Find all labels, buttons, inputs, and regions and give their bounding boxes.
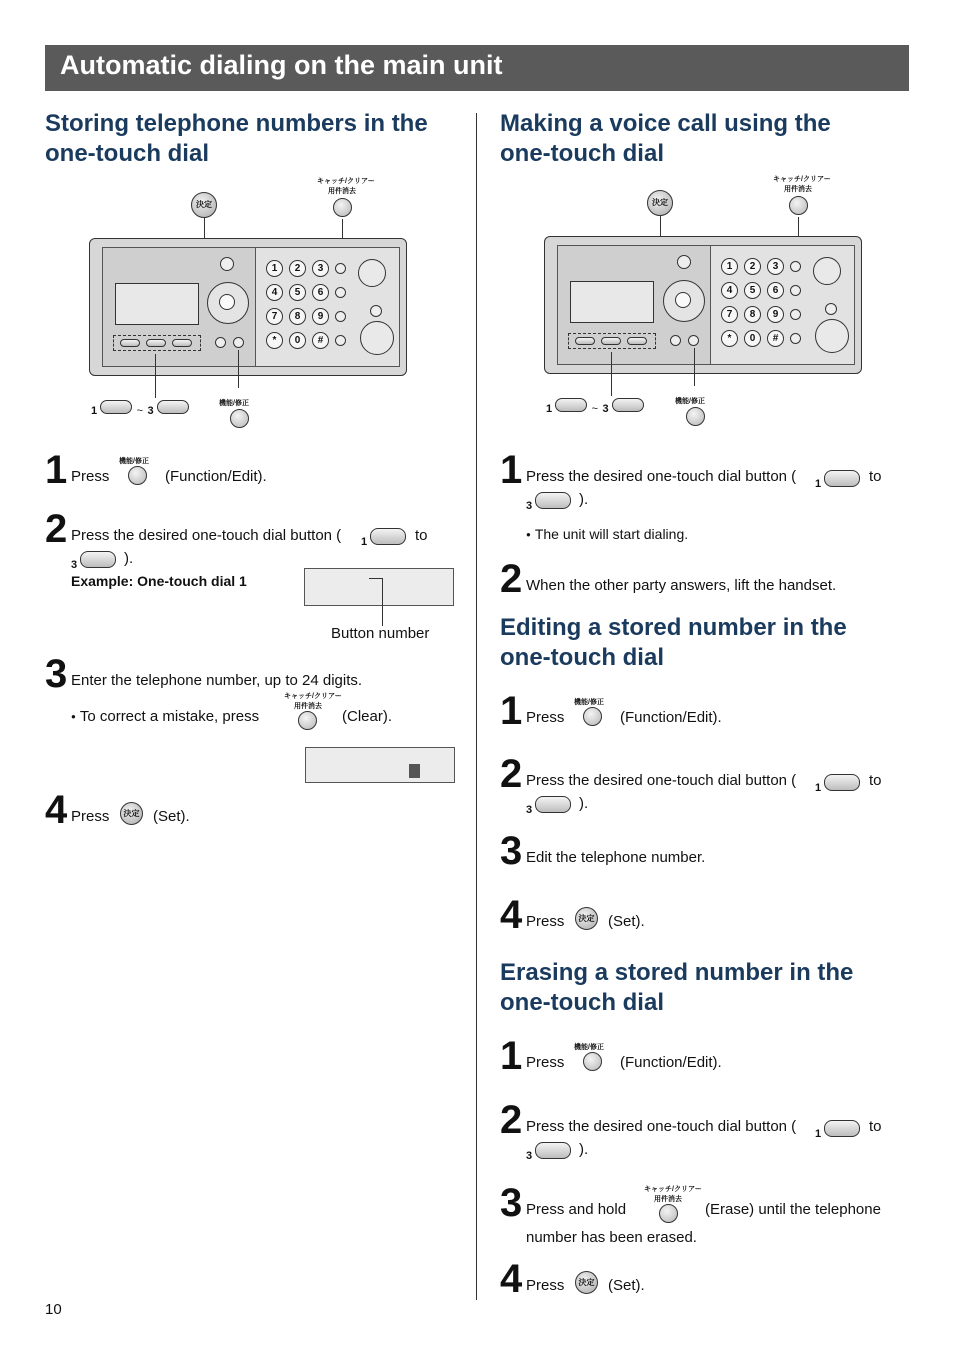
- keypad-side-button: [335, 311, 346, 322]
- keypad-side-button: [790, 285, 801, 296]
- speaker-button: [360, 321, 394, 355]
- key-label-line: キャッチ/クリアー: [284, 693, 342, 700]
- keypad-key: 8: [289, 308, 306, 325]
- function-edit-label: 機能/修正: [119, 458, 149, 465]
- step-text: Press the desired one-touch dial button (: [71, 527, 342, 544]
- step-text: (Set).: [153, 808, 190, 825]
- one-touch-pill: [824, 470, 860, 487]
- clear-key-label: [317, 176, 375, 196]
- keypad-side-button: [790, 333, 801, 344]
- step-text: Press: [526, 709, 565, 726]
- function-edit-label: 機能/修正: [574, 1044, 604, 1051]
- function-edit-icon: [583, 707, 602, 726]
- function-edit-button: [233, 337, 244, 348]
- step-text: Press the desired one-touch dial button (: [526, 772, 797, 789]
- step-number: 3: [500, 1181, 523, 1225]
- keypad-key: 6: [312, 284, 329, 301]
- step-text: ).: [124, 550, 134, 567]
- lcd-display-example: [304, 568, 454, 606]
- step-text: Press: [526, 1277, 565, 1294]
- step-text: to: [869, 772, 882, 789]
- keypad-key: #: [767, 330, 784, 347]
- one-touch-pill: [555, 398, 587, 412]
- one-touch-pill: [824, 774, 860, 791]
- range-tilde: ~: [136, 405, 144, 417]
- keypad-key: 0: [744, 330, 761, 347]
- page-title: Automatic dialing on the main unit: [60, 50, 503, 80]
- one-touch-group: [113, 335, 201, 351]
- step-text: (Function/Edit).: [620, 1054, 722, 1071]
- step-text: Edit the telephone number.: [526, 849, 706, 866]
- step-text: (Set).: [608, 913, 645, 930]
- section-heading-editing: [500, 613, 847, 673]
- step-number: 1: [500, 1034, 523, 1078]
- key-label-line: 用件消去: [294, 703, 322, 710]
- button-number: 1: [815, 478, 822, 490]
- step-text: to: [869, 468, 882, 485]
- step-text: When the other party answers, lift the handset.: [526, 577, 837, 594]
- keypad-key: 3: [767, 258, 784, 275]
- step-text: Press: [526, 913, 565, 930]
- one-touch-pill: [535, 492, 571, 509]
- handset-icon: [358, 259, 386, 287]
- heading-line: one-touch dial: [500, 140, 664, 167]
- keypad-key: 7: [266, 308, 283, 325]
- device-button: [670, 335, 681, 346]
- navigator-center: [219, 294, 235, 310]
- heading-line: Making a voice call using the: [500, 110, 831, 137]
- clear-key-callout: [789, 196, 808, 215]
- clear-key-icon: [659, 1204, 678, 1223]
- one-touch-pill: [80, 551, 116, 568]
- key-label-line: 用件消去: [328, 188, 356, 195]
- step-text: Press and hold: [526, 1201, 627, 1218]
- keypad: [721, 258, 811, 358]
- keypad-side-button: [335, 335, 346, 346]
- step-text: Enter the telephone number, up to 24 digits.: [71, 672, 363, 689]
- step-text: ).: [579, 1141, 589, 1158]
- key-label-line: キャッチ/クリアー: [773, 176, 831, 183]
- device-button: [370, 305, 382, 317]
- one-touch-pill: [824, 1120, 860, 1137]
- function-edit-icon: [128, 466, 147, 485]
- device-body: [89, 238, 407, 376]
- device-display: [115, 283, 199, 325]
- heading-line: one-touch dial: [45, 140, 209, 167]
- keypad-key: 8: [744, 306, 761, 323]
- keypad-key: 2: [289, 260, 306, 277]
- device-button: [677, 255, 691, 269]
- button-number: 1: [361, 536, 368, 548]
- keypad-key: 5: [289, 284, 306, 301]
- step-text: ).: [579, 491, 589, 508]
- lcd-display-cursor: [305, 747, 455, 783]
- one-touch-button-3: [71, 551, 116, 573]
- device-button: [215, 337, 226, 348]
- range-tilde: ~: [591, 403, 599, 415]
- one-touch-range-label: [546, 398, 644, 417]
- step-text: (Set).: [608, 1277, 645, 1294]
- one-touch-pill: [370, 528, 406, 545]
- keypad-key: 4: [266, 284, 283, 301]
- page-number: 10: [45, 1301, 62, 1318]
- step-number: 2: [500, 557, 523, 601]
- step-text: ).: [579, 795, 589, 812]
- clear-key-callout: [333, 198, 352, 217]
- function-edit-label: 機能/修正: [219, 400, 249, 407]
- bullet-text: ● To correct a mistake, press: [71, 708, 259, 725]
- speaker-button: [815, 319, 849, 353]
- example-label: Example: One-touch dial 1: [71, 573, 247, 589]
- one-touch-pill: [535, 796, 571, 813]
- step-number: 2: [500, 752, 523, 796]
- step-text: to: [415, 527, 428, 544]
- step-number: 4: [500, 1257, 523, 1301]
- one-touch-range-label: [91, 400, 189, 419]
- keypad-key: 1: [721, 258, 738, 275]
- function-edit-button: [688, 335, 699, 346]
- callout-line: [369, 578, 383, 579]
- one-touch-button-3: [526, 492, 571, 514]
- button-number-callout: Button number: [331, 625, 430, 642]
- step-text: to: [869, 1118, 882, 1135]
- keypad-key: 2: [744, 258, 761, 275]
- keypad-key: 7: [721, 306, 738, 323]
- callout-line: [694, 348, 695, 386]
- navigator-center: [675, 292, 691, 308]
- keypad-key: *: [721, 330, 738, 347]
- function-edit-callout: [230, 409, 249, 428]
- callout-line: [155, 354, 156, 398]
- function-edit-callout: [686, 407, 705, 426]
- step-text: number has been erased.: [526, 1229, 697, 1246]
- keypad-side-button: [790, 309, 801, 320]
- one-touch-button: [575, 337, 595, 345]
- device-illustration-voice-call: [540, 170, 870, 432]
- one-touch-group: [568, 333, 656, 349]
- keypad-key: 4: [721, 282, 738, 299]
- range-start-number: 1: [546, 403, 553, 415]
- step-text: (Function/Edit).: [165, 468, 267, 485]
- button-number: 3: [526, 804, 533, 816]
- heading-line: Editing a stored number in the: [500, 614, 847, 641]
- set-key-callout: 決定: [647, 190, 673, 216]
- callout-line: [611, 352, 612, 396]
- step-number: 4: [45, 788, 68, 832]
- button-number: 3: [526, 500, 533, 512]
- section-heading-voice-call: [500, 109, 831, 169]
- set-key-icon: 決定: [120, 802, 143, 825]
- heading-line: one-touch dial: [500, 644, 664, 671]
- keypad-side-button: [790, 261, 801, 272]
- range-end-number: 3: [147, 405, 154, 417]
- function-edit-label: 機能/修正: [574, 699, 604, 706]
- one-touch-pill: [535, 1142, 571, 1159]
- function-edit-icon: [583, 1052, 602, 1071]
- keypad-key: #: [312, 332, 329, 349]
- key-label-line: キャッチ/クリアー: [317, 178, 375, 185]
- keypad-key: 5: [744, 282, 761, 299]
- function-edit-label: 機能/修正: [675, 398, 705, 405]
- set-key-icon: 決定: [575, 907, 598, 930]
- cursor-block: [409, 764, 420, 778]
- step-number: 2: [45, 507, 68, 551]
- step-text: (Function/Edit).: [620, 709, 722, 726]
- heading-line: Erasing a stored number in the: [500, 959, 854, 986]
- keypad: [266, 260, 356, 360]
- handset-icon: [813, 257, 841, 285]
- one-touch-button: [146, 339, 166, 347]
- step-number: 2: [500, 1098, 523, 1142]
- step-number: 1: [500, 448, 523, 492]
- one-touch-button-3: [526, 1142, 571, 1164]
- clear-key-label: [284, 691, 342, 711]
- keypad-key: 9: [767, 306, 784, 323]
- one-touch-button: [120, 339, 140, 347]
- device-display: [570, 281, 654, 323]
- set-key-callout: 決定: [191, 192, 217, 218]
- keypad-key: 9: [312, 308, 329, 325]
- device-body: [544, 236, 862, 374]
- keypad-key: *: [266, 332, 283, 349]
- keypad-side-button: [335, 287, 346, 298]
- one-touch-button: [601, 337, 621, 345]
- keypad-key: 0: [289, 332, 306, 349]
- callout-line: [382, 578, 383, 626]
- button-number: 1: [815, 782, 822, 794]
- step-text: Press the desired one-touch dial button (: [526, 468, 797, 485]
- one-touch-button-1: [815, 1120, 860, 1142]
- one-touch-button-1: [815, 774, 860, 796]
- clear-key-label: [773, 174, 831, 194]
- step-number: 3: [45, 652, 68, 696]
- device-button: [220, 257, 234, 271]
- section-heading-storing: [45, 109, 428, 169]
- step-text: Press the desired one-touch dial button (: [526, 1118, 797, 1135]
- step-text: (Erase) until the telephone: [705, 1201, 881, 1218]
- step-number: 1: [500, 689, 523, 733]
- step-text: Press: [526, 1054, 565, 1071]
- device-illustration-storing: [85, 172, 415, 434]
- keypad-key: 3: [312, 260, 329, 277]
- one-touch-pill: [612, 398, 644, 412]
- heading-line: Storing telephone numbers in the: [45, 110, 428, 137]
- one-touch-pill: [100, 400, 132, 414]
- step-number: 1: [45, 448, 68, 492]
- button-number: 1: [815, 1128, 822, 1140]
- range-start-number: 1: [91, 405, 98, 417]
- clear-key-icon: [298, 711, 317, 730]
- device-button: [825, 303, 837, 315]
- button-number: 3: [526, 1150, 533, 1162]
- one-touch-button: [172, 339, 192, 347]
- step-number: 4: [500, 893, 523, 937]
- one-touch-button-1: [815, 470, 860, 492]
- callout-line: [238, 350, 239, 388]
- range-end-number: 3: [602, 403, 609, 415]
- keypad-key: 6: [767, 282, 784, 299]
- step-number: 3: [500, 829, 523, 873]
- section-heading-erasing: [500, 958, 853, 1018]
- key-label-line: 用件消去: [784, 186, 812, 193]
- step-text: Press: [71, 468, 110, 485]
- key-label-line: キャッチ/クリアー: [644, 1186, 702, 1193]
- bullet-text: ● The unit will start dialing.: [526, 526, 688, 542]
- step-text: Press: [71, 808, 110, 825]
- key-label-line: 用件消去: [654, 1196, 682, 1203]
- button-number: 3: [71, 559, 78, 571]
- keypad-side-button: [335, 263, 346, 274]
- bullet-text: (Clear).: [342, 708, 393, 725]
- column-divider: [476, 113, 477, 1300]
- clear-key-label: [644, 1184, 702, 1204]
- keypad-key: 1: [266, 260, 283, 277]
- one-touch-button: [627, 337, 647, 345]
- heading-line: one-touch dial: [500, 989, 664, 1016]
- one-touch-button-1: [361, 528, 406, 550]
- one-touch-pill: [157, 400, 189, 414]
- one-touch-button-3: [526, 796, 571, 818]
- set-key-icon: 決定: [575, 1271, 598, 1294]
